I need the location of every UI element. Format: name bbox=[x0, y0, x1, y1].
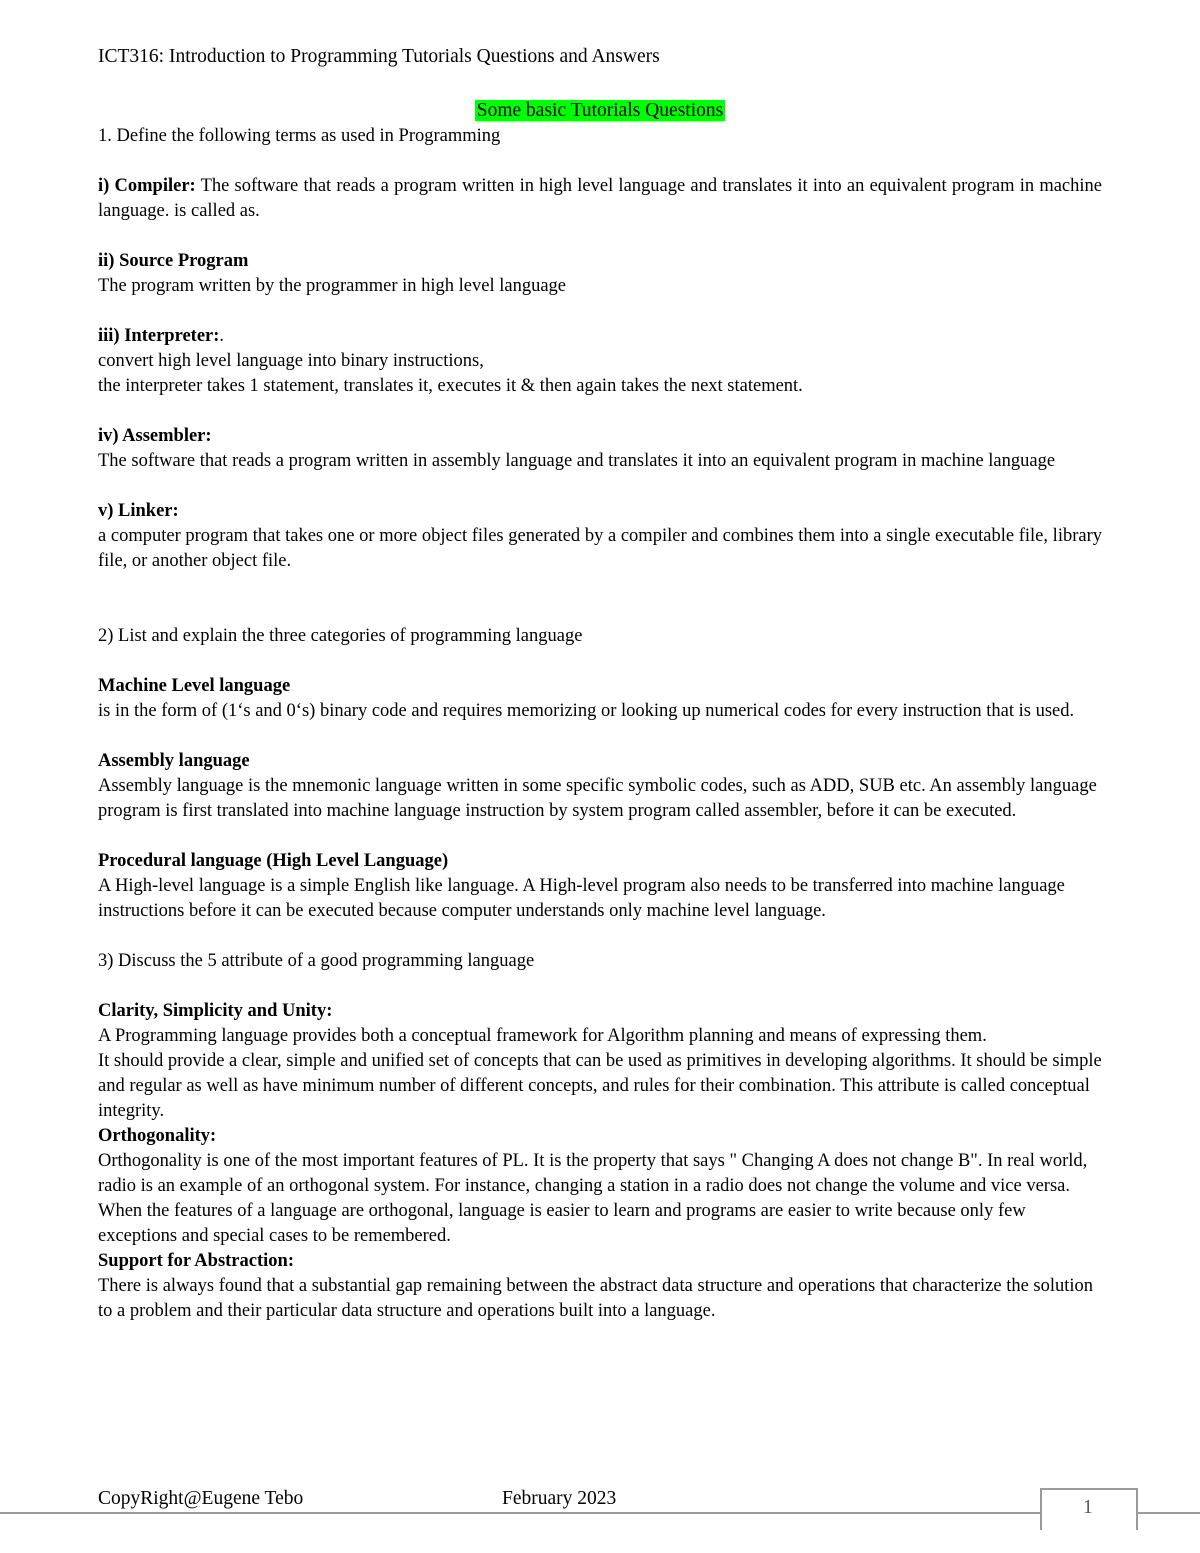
assembly-language-heading: Assembly language bbox=[98, 751, 250, 771]
orthogonality-text: Orthogonality is one of the most important features of PL. It is the property that says " Changing A does not change B". In real world, radio is an example of an orthogonal system. For instance, changing a station in a radio does not change the volume and vice versa. When the features of a language are orthogonal, language is easier to learn and programs are easier to write because only few exceptions and special cases to be remembered. bbox=[98, 1151, 1088, 1246]
page-body bbox=[98, 44, 1102, 1324]
footer-rule-right bbox=[1136, 1512, 1200, 1514]
orthogonality-heading: Orthogonality: bbox=[98, 1126, 217, 1146]
interpreter-term: iii) Interpreter:. bbox=[98, 326, 225, 346]
source-program-term: ii) Source Program bbox=[98, 251, 249, 271]
procedural-language-text: A High-level language is a simple English like language. A High-level program also needs to be transferred into machine language instructions before it can be executed because computer understands only machine level language. bbox=[98, 876, 1065, 921]
compiler-definition bbox=[98, 174, 1102, 224]
source-program-text: The program written by the programmer in high level language bbox=[98, 276, 567, 296]
interpreter-text-line2: the interpreter takes 1 statement, translates it, executes it & then again takes the next statement. bbox=[98, 376, 803, 396]
assembly-language-text: Assembly language is the mnemonic language written in some specific symbolic codes, such as ADD, SUB etc. An assembly language program is first translated into machine language instruction by system program called assembler, before it can be executed. bbox=[98, 776, 1097, 821]
abstraction-heading: Support for Abstraction: bbox=[98, 1251, 294, 1271]
footer-copyright: CopyRight@Eugene Tebo bbox=[98, 1488, 304, 1509]
compiler-term: i) Compiler: bbox=[98, 176, 196, 196]
assembler-term: iv) Assembler: bbox=[98, 426, 212, 446]
machine-level-heading: Machine Level language bbox=[98, 676, 291, 696]
machine-level-text: is in the form of (1‘s and 0‘s) binary code and requires memorizing or looking up numerical codes for every instruction that is used. bbox=[98, 701, 1075, 721]
interpreter-text-line1: convert high level language into binary instructions, bbox=[98, 351, 484, 371]
section-title-wrap bbox=[98, 98, 1102, 124]
assembler-text: The software that reads a program written in assembly language and translates it into an equivalent program in machine language bbox=[98, 451, 1056, 471]
footer-rule-left bbox=[0, 1512, 1042, 1514]
question-3: 3) Discuss the 5 attribute of a good programming language bbox=[98, 951, 535, 971]
clarity-text-1: A Programming language provides both a conceptual framework for Algorithm planning and means of expressing them. bbox=[98, 1026, 987, 1046]
compiler-text: The software that reads a program written in high level language and translates it into an equivalent program in machine language. is called as. bbox=[98, 176, 1102, 221]
section-title: Some basic Tutorials Questions bbox=[476, 100, 724, 121]
procedural-language-heading: Procedural language (High Level Language) bbox=[98, 851, 449, 871]
linker-text: a computer program that takes one or more object files generated by a compiler and combines them into a single executable file, library file, or another object file. bbox=[98, 526, 1102, 571]
footer-date: February 2023 bbox=[502, 1488, 617, 1509]
question-1: 1. Define the following terms as used in Programming bbox=[98, 126, 501, 146]
clarity-heading: Clarity, Simplicity and Unity: bbox=[98, 1001, 333, 1021]
abstraction-text: There is always found that a substantial gap remaining between the abstract data structure and operations that characterize the solution to a problem and their particular data structure and operations built into a language. bbox=[98, 1276, 1094, 1321]
linker-term: v) Linker: bbox=[98, 501, 179, 521]
question-2: 2) List and explain the three categories of programming language bbox=[98, 626, 583, 646]
clarity-text-2: It should provide a clear, simple and unified set of concepts that can be used as primitives in developing algorithms. It should be simple and regular as well as have minimum number of different concepts, and rules for their combination. This attribute is called conceptual integrity. bbox=[98, 1051, 1102, 1121]
document-title: ICT316: Introduction to Programming Tutorials Questions and Answers bbox=[98, 46, 660, 67]
page-number: 1 bbox=[1083, 1497, 1093, 1518]
